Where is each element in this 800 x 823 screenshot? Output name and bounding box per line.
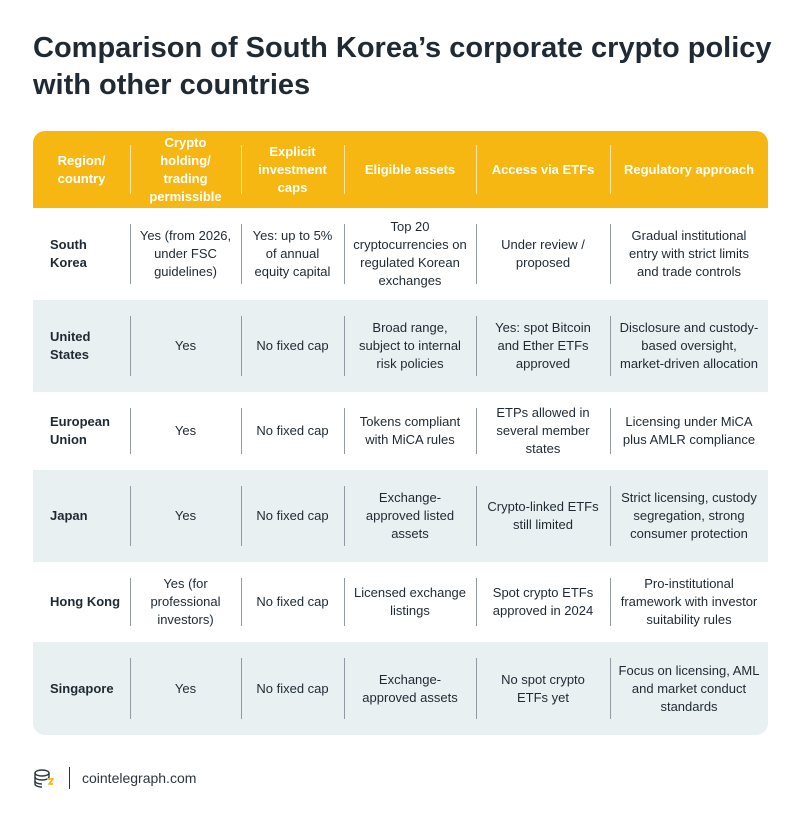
approach-cell: Disclosure and custody-based oversight, market-driven allocation — [610, 300, 768, 392]
holding-cell: Yes (for professional investors) — [130, 562, 241, 642]
region-cell: United States — [50, 329, 91, 362]
header-approach: Regulatory approach — [610, 131, 768, 208]
footer — [33, 764, 196, 792]
holding-cell: Yes — [130, 300, 241, 392]
region-cell: Japan — [50, 508, 88, 523]
header-etfs: Access via ETFs — [476, 131, 610, 208]
header-caps: Explicit investment caps — [241, 131, 344, 208]
assets-cell: Top 20 cryptocurrencies on regulated Korean exchanges — [344, 208, 476, 300]
caps-cell: No fixed cap — [241, 562, 344, 642]
etfs-cell: Under review / proposed — [476, 208, 610, 300]
holding-cell: Yes (from 2026, under FSC guidelines) — [130, 208, 241, 300]
approach-cell: Focus on licensing, AML and market conduct standards — [610, 642, 768, 735]
approach-cell: Gradual institutional entry with strict limits and trade controls — [610, 208, 768, 300]
etfs-cell: No spot crypto ETFs yet — [476, 642, 610, 735]
approach-cell: Pro-institutional framework with investor suitability rules — [610, 562, 768, 642]
caps-cell: No fixed cap — [241, 642, 344, 735]
site-name[interactable]: cointelegraph.com — [82, 770, 197, 786]
etfs-cell: Yes: spot Bitcoin and Ether ETFs approved — [476, 300, 610, 392]
table-row — [33, 208, 768, 300]
cointelegraph-logo-icon — [33, 767, 55, 789]
region-cell: Singapore — [50, 680, 114, 696]
table-row — [33, 562, 768, 642]
header-assets: Eligible assets — [344, 131, 476, 208]
assets-cell: Tokens compliant with MiCA rules — [344, 392, 476, 470]
footer-divider — [69, 767, 70, 789]
header-region: Region/ country — [57, 152, 106, 186]
etfs-cell: ETPs allowed in several member states — [476, 392, 610, 470]
caps-cell: No fixed cap — [241, 300, 344, 392]
caps-cell: No fixed cap — [241, 392, 344, 470]
holding-cell: Yes — [130, 392, 241, 470]
table-row — [33, 470, 768, 562]
caps-cell: Yes: up to 5% of annual equity capital — [241, 208, 344, 300]
table-row — [33, 392, 768, 470]
assets-cell: Exchange-approved listed assets — [344, 470, 476, 562]
region-cell: European Union — [50, 414, 110, 447]
comparison-table — [33, 131, 768, 735]
etfs-cell: Crypto-linked ETFs still limited — [476, 470, 610, 562]
approach-cell: Strict licensing, custody segregation, strong consumer protection — [610, 470, 768, 562]
table-header-row — [33, 131, 768, 208]
holding-cell: Yes — [130, 470, 241, 562]
approach-cell: Licensing under MiCA plus AMLR compliance — [610, 392, 768, 470]
region-cell: Hong Kong — [50, 594, 121, 609]
assets-cell: Broad range, subject to internal risk policies — [344, 300, 476, 392]
etfs-cell: Spot crypto ETFs approved in 2024 — [476, 562, 610, 642]
header-holding: Crypto holding/ trading permissible — [130, 131, 241, 208]
caps-cell: No fixed cap — [241, 470, 344, 562]
assets-cell: Licensed exchange listings — [344, 562, 476, 642]
assets-cell: Exchange-approved assets — [344, 642, 476, 735]
holding-cell: Yes — [130, 642, 241, 735]
table-row — [33, 300, 768, 392]
table-row — [33, 642, 768, 735]
page-title: Comparison of South Korea’s corporate crypto policy with other countries — [33, 32, 772, 101]
region-cell: South Korea — [50, 237, 87, 270]
